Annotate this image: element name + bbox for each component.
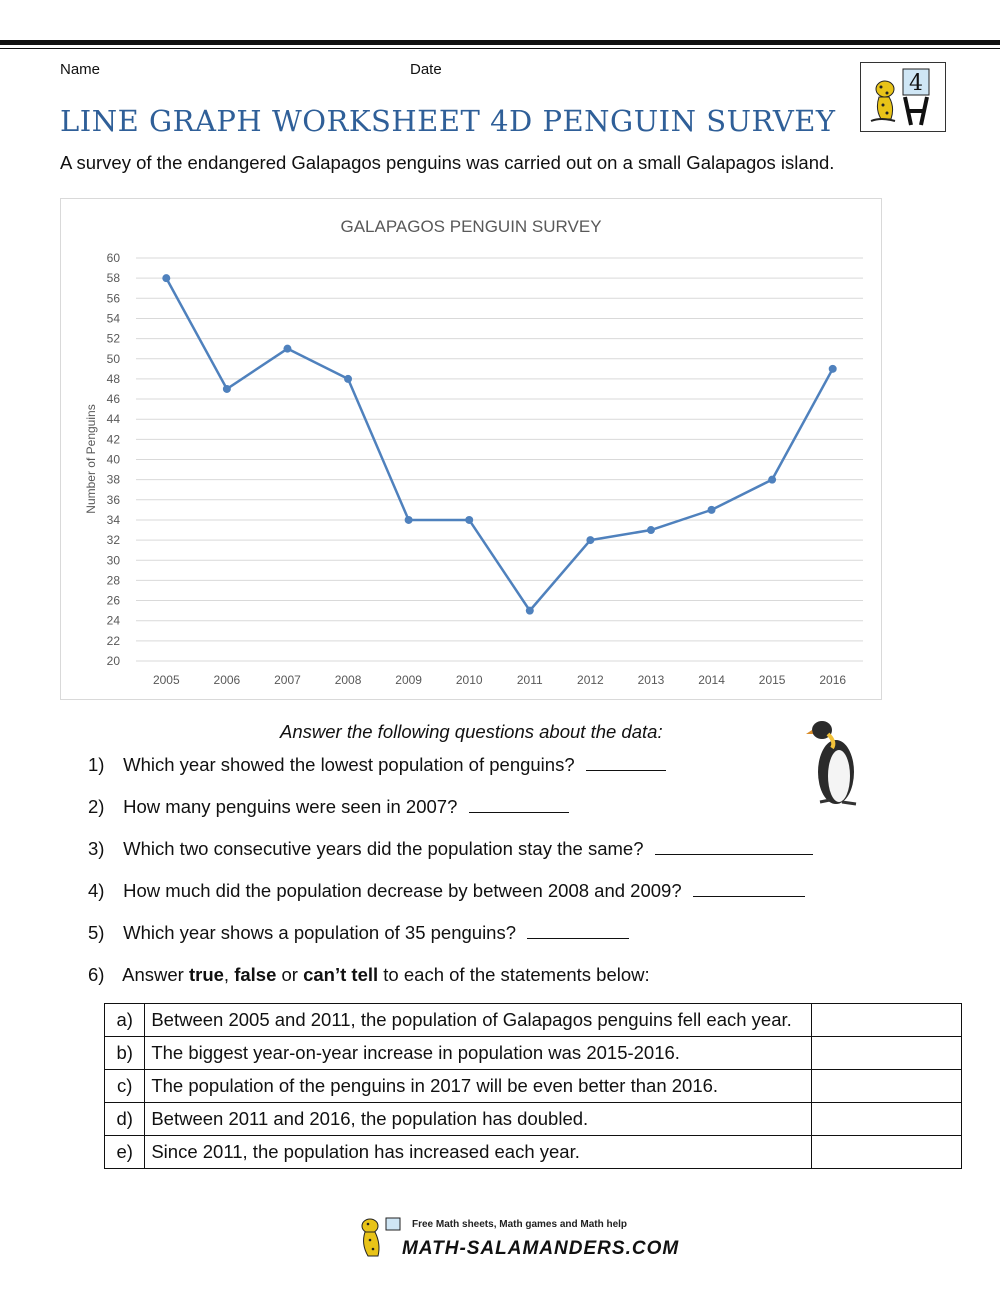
table-row [105,1136,962,1169]
question-text: Which year shows a population of 35 penguins? [123,922,517,943]
x-tick-label: 2010 [455,673,483,687]
statement-text: Between 2011 and 2016, the population has doubled. [145,1103,811,1136]
data-point [162,274,170,282]
question-3 [88,838,813,860]
y-tick-label: 32 [106,533,120,548]
data-point [283,345,291,353]
y-tick-label: 48 [106,371,120,386]
question-6-post: to each of the statements below: [378,964,650,985]
x-tick-labels [153,673,846,687]
y-tick-label: 38 [106,472,120,487]
answer-cell[interactable] [811,1103,961,1136]
data-point [708,506,716,514]
x-tick-label: 2016 [819,673,847,687]
question-number: 2) [88,796,105,817]
x-tick-label: 2009 [395,673,422,687]
series-line [166,278,832,610]
data-point [829,365,837,373]
y-tick-label: 28 [106,573,120,588]
x-tick-label: 2015 [758,673,786,687]
header-rule-thin [0,48,1000,49]
y-tick-label: 42 [106,432,120,447]
y-tick-label: 54 [106,311,120,326]
grid-layer [136,258,863,661]
data-point [405,516,413,524]
x-tick-label: 2007 [274,673,301,687]
statement-text: The population of the penguins in 2017 will be even better than 2016. [145,1070,811,1103]
question-6-sep1: , [223,964,235,985]
series-line-layer [166,278,832,610]
y-tick-label: 34 [106,512,120,527]
data-point [526,607,534,615]
statements-table [104,1003,962,1169]
question-4 [88,880,805,902]
question-5 [88,922,629,944]
y-tick-label: 26 [106,593,120,608]
y-tick-label: 20 [106,654,120,668]
question-text: Which year showed the lowest population of penguins? [123,754,575,775]
line-chart [61,199,881,699]
answer-cell[interactable] [811,1070,961,1103]
question-6 [88,964,650,986]
statement-letter: e) [105,1136,145,1169]
question-6-pre: Answer [122,964,189,985]
y-tick-label: 46 [106,392,120,407]
question-number: 4) [88,880,105,901]
date-label: Date [410,61,442,78]
data-point [344,375,352,383]
table-row [105,1103,962,1136]
grade-number: 4 [909,71,923,96]
question-1 [88,754,666,776]
header-rule-thick [0,40,1000,45]
answer-cell[interactable] [811,1004,961,1037]
footer-site-logo: MATH-SALAMANDERS.COM [402,1238,680,1259]
chart-title: GALAPAGOS PENGUIN SURVEY [340,217,602,236]
salamander-logo-icon [861,63,945,131]
answer-line[interactable] [693,880,805,897]
question-text: Which two consecutive years did the population stay the same? [123,838,644,859]
answer-line[interactable] [469,796,569,813]
footer-tagline: Free Math sheets, Math games and Math help [412,1219,628,1230]
x-tick-label: 2006 [213,673,241,687]
y-tick-label: 24 [106,613,120,628]
y-tick-label: 58 [106,271,120,286]
word-false: false [234,964,277,985]
y-tick-labels [107,251,121,668]
statement-letter: c) [105,1070,145,1103]
statement-letter: b) [105,1037,145,1070]
x-tick-label: 2012 [577,673,604,687]
statement-text: Between 2005 and 2011, the population of Galapagos penguins fell each year. [145,1004,811,1037]
table-row [105,1070,962,1103]
question-text: How much did the population decrease by between 2008 and 2009? [123,880,682,901]
question-number: 1) [88,754,105,775]
statement-letter: d) [105,1103,145,1136]
questions-intro: Answer the following questions about the data: [280,721,663,742]
footer-salamander-icon [356,1214,404,1260]
answer-line[interactable] [655,838,813,855]
x-tick-label: 2011 [516,673,543,687]
table-row [105,1004,962,1037]
y-tick-label: 60 [106,251,120,265]
statement-text: The biggest year-on-year increase in population was 2015-2016. [145,1037,811,1070]
word-cant-tell: can’t tell [303,964,379,985]
answer-cell[interactable] [811,1037,961,1070]
y-tick-label: 44 [106,412,120,427]
data-point [768,476,776,484]
y-axis-label: Number of Penguins [84,404,98,514]
statement-text: Since 2011, the population has increased each year. [145,1136,811,1169]
page-title: LINE GRAPH WORKSHEET 4D PENGUIN SURVEY [60,104,836,138]
x-tick-label: 2013 [637,673,665,687]
intro-text: A survey of the endangered Galapagos penguins was carried out on a small Galapagos island. [60,152,835,173]
y-tick-label: 36 [106,492,120,507]
name-label: Name [60,61,101,78]
y-tick-label: 30 [106,553,120,568]
data-point [223,385,231,393]
question-number: 3) [88,838,105,859]
x-tick-label: 2005 [152,673,180,687]
y-tick-label: 52 [106,331,120,346]
question-2 [88,796,569,818]
statement-letter: a) [105,1004,145,1037]
y-tick-label: 22 [106,633,120,648]
y-tick-label: 50 [106,351,120,366]
data-point [465,516,473,524]
table-row [105,1037,962,1070]
answer-cell[interactable] [811,1136,961,1169]
question-6-sep2: or [276,964,304,985]
data-point [647,526,655,534]
grade-logo [860,62,946,132]
word-true: true [188,964,224,985]
question-number: 6) [88,964,105,985]
answer-line[interactable] [586,754,666,771]
y-tick-label: 56 [106,291,120,306]
data-point [586,536,594,544]
y-tick-label: 40 [106,452,120,467]
question-text: How many penguins were seen in 2007? [123,796,458,817]
penguin-icon [806,716,866,808]
question-number: 5) [88,922,105,943]
x-tick-label: 2014 [698,673,725,687]
answer-line[interactable] [527,922,629,939]
chart-frame [60,198,882,700]
x-tick-label: 2008 [334,673,362,687]
